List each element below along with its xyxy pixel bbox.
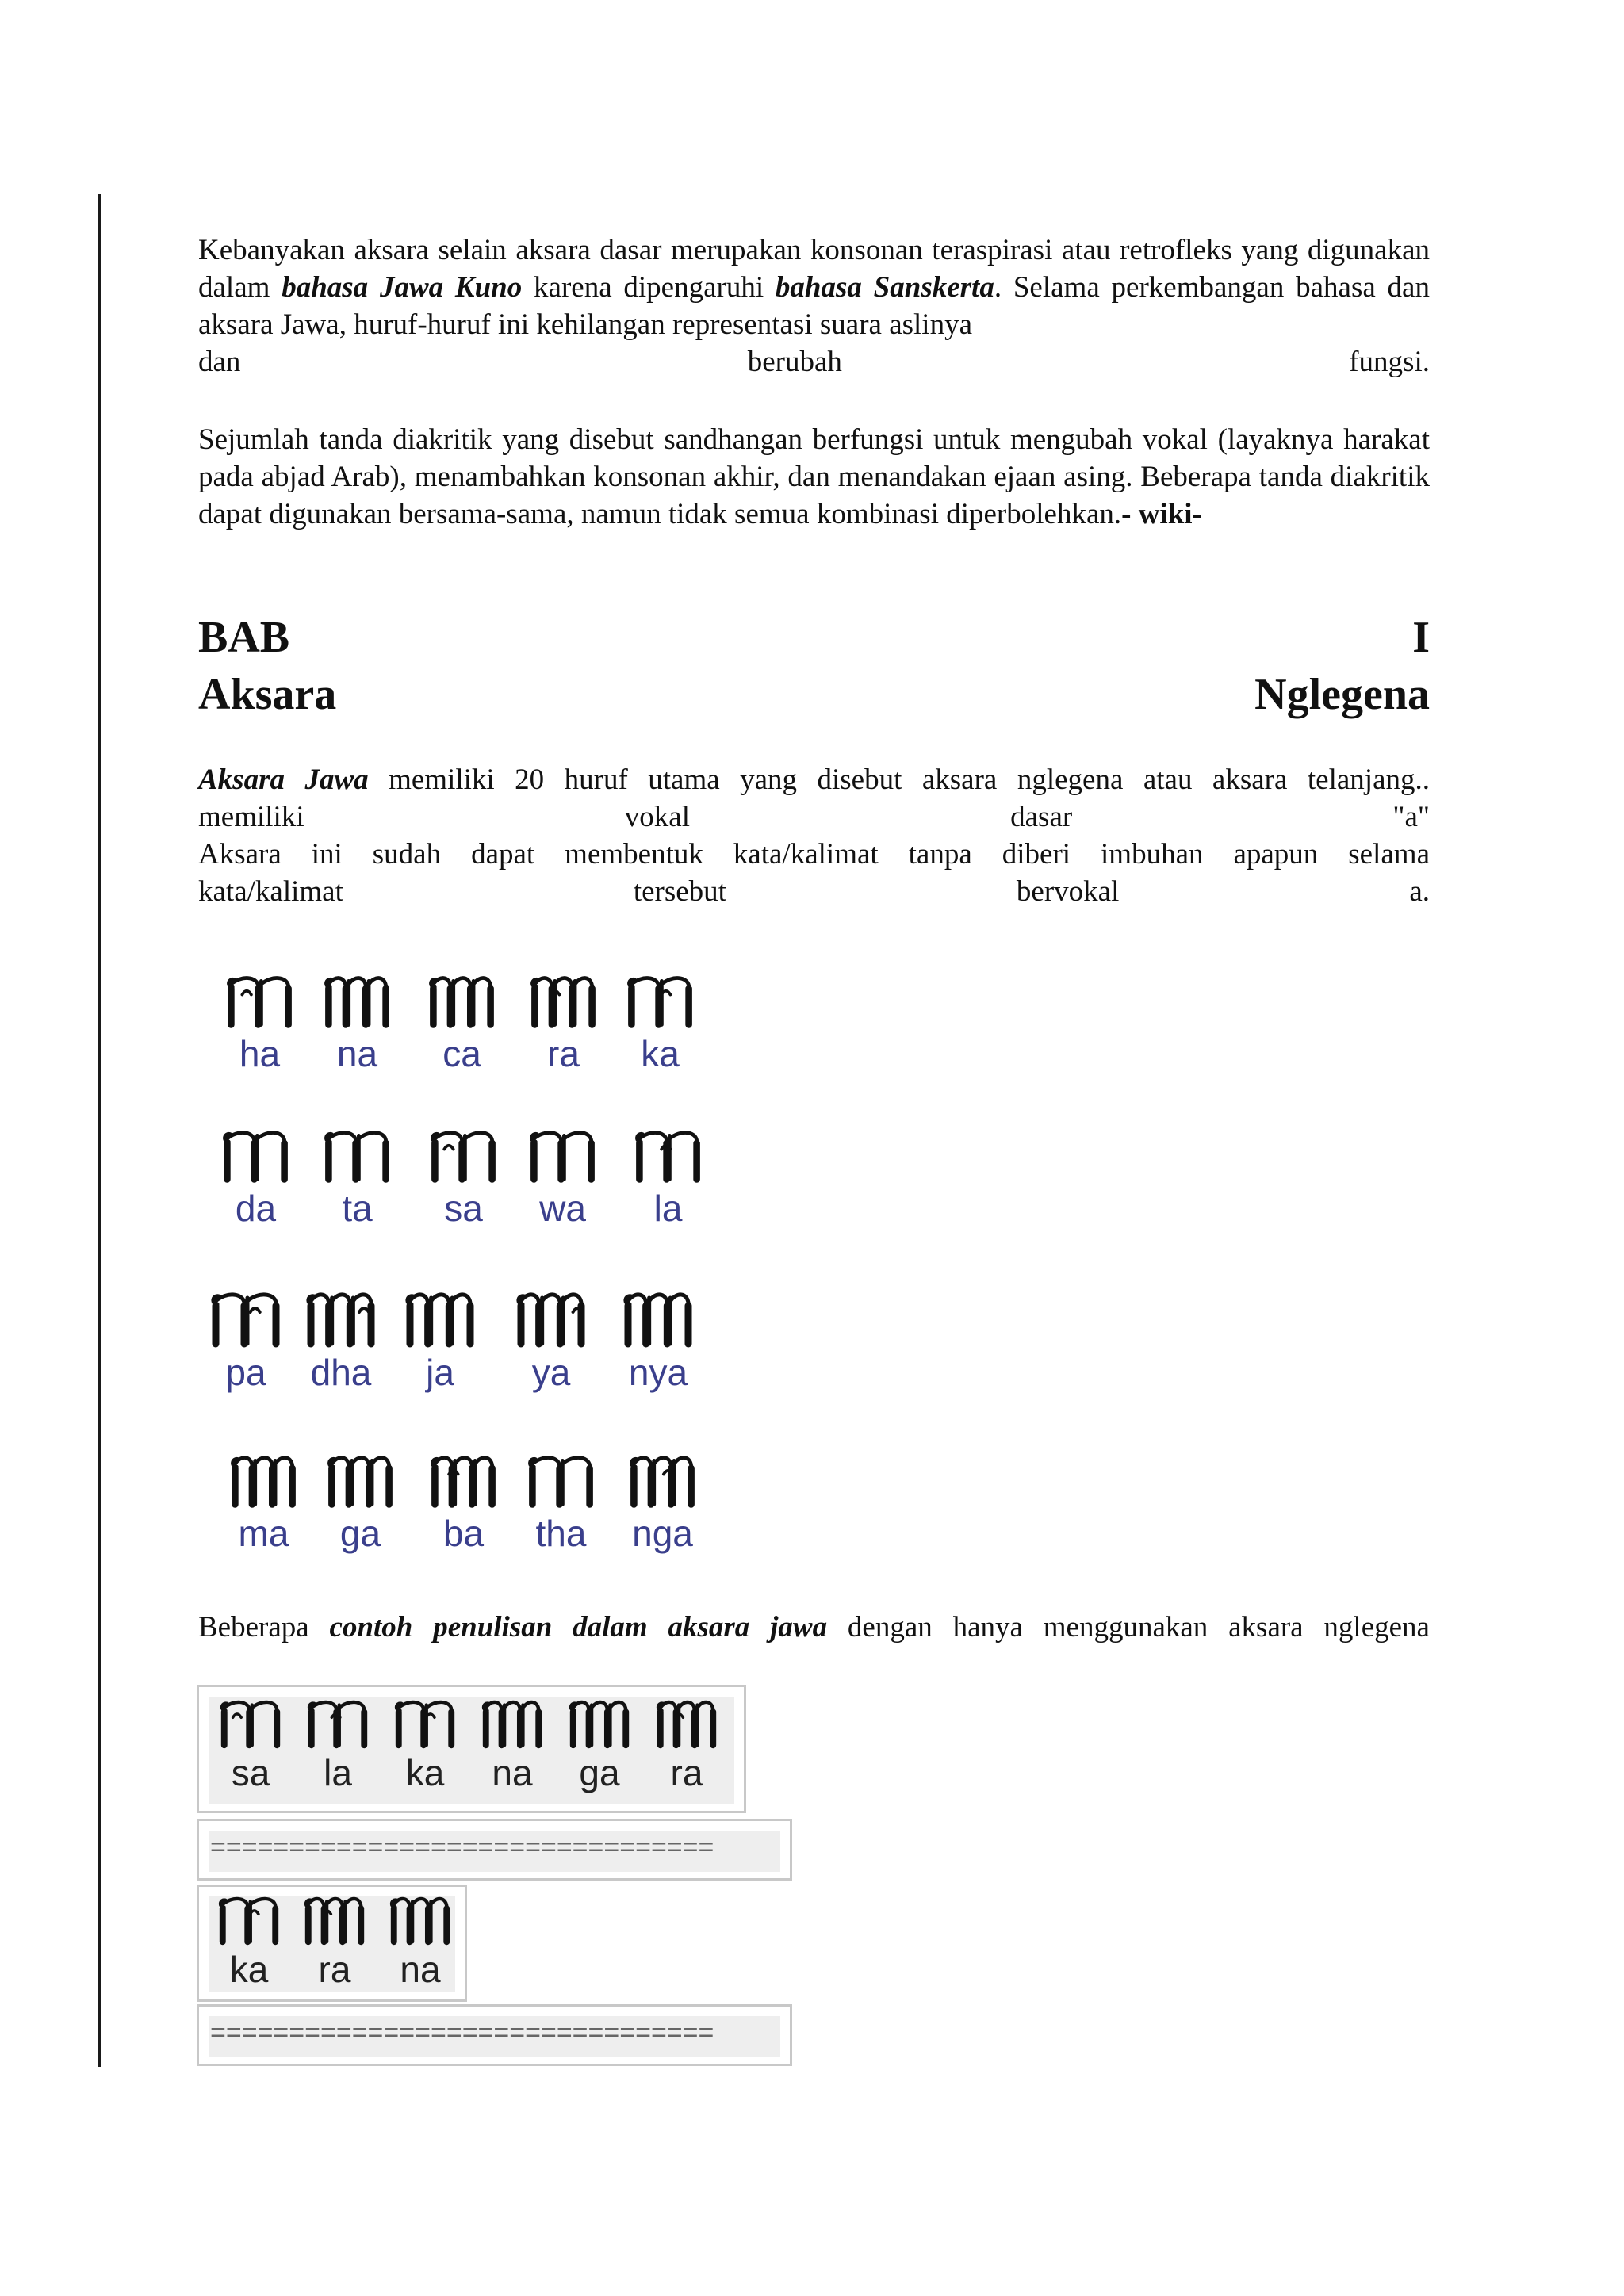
example-syllable-ra xyxy=(648,1697,726,1793)
example-intro-emphasis: contoh penulisan dalam aksara jawa xyxy=(329,1611,828,1644)
aksara-label: nya xyxy=(628,1352,688,1393)
aksara-nya-glyph xyxy=(619,1288,698,1352)
aksara-cell-la xyxy=(626,1126,710,1229)
example-syllable-label: la xyxy=(324,1752,352,1793)
aksara-label: ta xyxy=(342,1188,373,1229)
aksara-label: ba xyxy=(442,1513,485,1554)
margin-rule xyxy=(98,194,101,2067)
example-syllable-label: na xyxy=(400,1949,441,1990)
example-syllable-label: ka xyxy=(405,1752,445,1793)
aksara-sa-glyph xyxy=(426,1126,501,1188)
p3-line4-word-3: bervokal xyxy=(1016,875,1120,908)
example-syllable-ka xyxy=(386,1697,464,1793)
aksara-cell-ya xyxy=(508,1288,595,1393)
p3-line-2 xyxy=(198,798,1430,836)
aksara-ra-glyph xyxy=(300,1893,370,1949)
p1-last-word-3: fungsi. xyxy=(1349,346,1430,378)
p2-text: Sejumlah tanda diakritik yang disebut sandhangan berfungsi untuk mengubah vokal (layaknya harakat pada abjad Arab), menambahkan konsonan akhir, dan menandakan ejaan asing. Beberapa tanda diakritik dapat digunakan bersama-sama, namun tidak semua kombinasi diperbolehkan. xyxy=(198,423,1430,530)
example-syllable-la xyxy=(299,1697,377,1793)
example-intro xyxy=(198,1609,1430,1646)
p3-emphasis: Aksara Jawa xyxy=(198,763,369,796)
aksara-wa-glyph xyxy=(525,1126,600,1188)
chapter-title-left: Aksara xyxy=(198,670,337,719)
aksara-cell-ra xyxy=(522,971,605,1074)
aksara-cell-ba xyxy=(422,1451,505,1554)
aksara-ma-glyph xyxy=(226,1451,301,1513)
chapter-title-right: Nglegena xyxy=(1254,670,1430,719)
aksara-label: ha xyxy=(239,1033,281,1074)
aksara-nga-glyph xyxy=(625,1451,700,1513)
aksara-cell-ma xyxy=(222,1451,305,1554)
aksara-cell-pa xyxy=(202,1288,289,1393)
p3-line4-word-4: a. xyxy=(1409,875,1430,908)
aksara-tha-glyph xyxy=(523,1451,599,1513)
aksara-label: sa xyxy=(444,1188,483,1229)
aksara-ka-glyph xyxy=(622,971,698,1033)
aksara-na-glyph xyxy=(385,1893,455,1949)
chapter-number: I xyxy=(1412,613,1430,662)
example-syllable-label: sa xyxy=(231,1752,270,1793)
p3-line2-word-2: vokal xyxy=(624,801,690,833)
aksara-cell-tha xyxy=(519,1451,603,1554)
aksara-ca-glyph xyxy=(424,971,500,1033)
aksara-ga-glyph xyxy=(323,1451,398,1513)
aksara-label: dha xyxy=(310,1352,372,1393)
separator-2-box xyxy=(197,2004,792,2066)
example-syllable-ra xyxy=(296,1893,373,1990)
p3-line2-word-1: memiliki xyxy=(198,801,304,833)
p1-last-line xyxy=(198,343,1430,381)
example-syllable-label: na xyxy=(492,1752,533,1793)
aksara-label: ja xyxy=(426,1352,454,1393)
aksara-label: na xyxy=(336,1033,378,1074)
aksara-na-glyph xyxy=(477,1697,547,1752)
aksara-cell-na xyxy=(316,971,399,1074)
aksara-ba-glyph xyxy=(426,1451,501,1513)
body-paragraph xyxy=(198,761,1430,910)
aksara-cell-sa xyxy=(422,1126,505,1229)
aksara-label: ya xyxy=(531,1352,571,1393)
aksara-ka-glyph xyxy=(214,1893,284,1949)
aksara-cell-nga xyxy=(621,1451,704,1554)
aksara-pa-glyph xyxy=(206,1288,285,1352)
p3-text: memiliki 20 huruf utama yang disebut aksara nglegena atau aksara telanjang.. xyxy=(368,763,1430,796)
aksara-cell-ka xyxy=(619,971,702,1074)
example-syllable-label: ka xyxy=(229,1949,269,1990)
aksara-label: ra xyxy=(547,1033,580,1074)
p1-last-word-1: dan xyxy=(198,346,241,378)
aksara-label: ga xyxy=(339,1513,381,1554)
p3-line4-word-2: tersebut xyxy=(633,875,726,908)
aksara-la-glyph xyxy=(630,1126,706,1188)
aksara-ra-glyph xyxy=(652,1697,722,1752)
aksara-cell-ja xyxy=(396,1288,484,1393)
aksara-label: pa xyxy=(225,1352,266,1393)
aksara-da-glyph xyxy=(218,1126,293,1188)
aksara-ja-glyph xyxy=(400,1288,480,1352)
chapter-line-1 xyxy=(198,609,1430,666)
aksara-cell-ha xyxy=(218,971,301,1074)
aksara-cell-ta xyxy=(316,1126,399,1229)
p3-line2-word-3: dasar xyxy=(1010,801,1073,833)
p1-emphasis-1: bahasa Jawa Kuno xyxy=(282,271,523,304)
example-syllable-ka xyxy=(210,1893,288,1990)
aksara-cell-dha xyxy=(297,1288,385,1393)
wiki-source: - wiki- xyxy=(1121,498,1202,530)
p1-text-a: Kebanyakan aksara selain aksara dasar merupakan konsonan teraspirasi atau retrofleks yang digunakan dalam xyxy=(198,234,1430,304)
aksara-cell-nya xyxy=(615,1288,702,1393)
example-intro-a: Beberapa xyxy=(198,1611,330,1644)
aksara-label: ma xyxy=(238,1513,289,1554)
chapter-label: BAB xyxy=(198,613,290,662)
p1-text-d: . Selama perkembangan bahasa dan aksara Jawa, huruf-huruf ini kehilangan representasi suara aslinya xyxy=(198,271,1430,341)
aksara-label: ca xyxy=(442,1033,481,1074)
aksara-ha-glyph xyxy=(222,971,297,1033)
intro-paragraph-2 xyxy=(198,421,1430,533)
example-word-2-box xyxy=(197,1885,467,2002)
p1-text-c: karena dipengaruhi xyxy=(522,271,776,304)
example-syllable-na xyxy=(473,1697,551,1793)
aksara-ya-glyph xyxy=(511,1288,591,1352)
p3-line-4 xyxy=(198,873,1430,910)
separator-1: ================================ xyxy=(210,1832,714,1862)
aksara-label: tha xyxy=(535,1513,587,1554)
example-syllable-label: ra xyxy=(318,1949,351,1990)
example-syllable-label: ga xyxy=(579,1752,620,1793)
aksara-label: wa xyxy=(539,1188,586,1229)
aksara-label: nga xyxy=(632,1513,693,1554)
chapter-heading xyxy=(198,609,1430,723)
chapter-line-2 xyxy=(198,666,1430,723)
example-syllable-sa xyxy=(212,1697,289,1793)
p3-line4-word-1: kata/kalimat xyxy=(198,875,343,908)
aksara-cell-ca xyxy=(420,971,504,1074)
separator-1-box xyxy=(197,1819,792,1881)
p3-line3-text: Aksara ini sudah dapat membentuk kata/kalimat tanpa diberi imbuhan apapun selama xyxy=(198,838,1430,871)
example-syllable-na xyxy=(381,1893,459,1990)
aksara-label: la xyxy=(653,1188,683,1229)
p3-line2-word-4: "a" xyxy=(1392,801,1430,833)
p1-emphasis-2: bahasa Sanskerta xyxy=(775,271,994,304)
aksara-ga-glyph xyxy=(565,1697,634,1752)
intro-paragraph-1 xyxy=(198,232,1430,381)
example-syllable-label: ra xyxy=(670,1752,703,1793)
aksara-dha-glyph xyxy=(301,1288,381,1352)
aksara-sa-glyph xyxy=(216,1697,285,1752)
aksara-na-glyph xyxy=(320,971,395,1033)
p3-line-3 xyxy=(198,836,1430,873)
aksara-ra-glyph xyxy=(526,971,601,1033)
aksara-ta-glyph xyxy=(320,1126,395,1188)
aksara-cell-ga xyxy=(319,1451,402,1554)
example-word-1-box xyxy=(197,1685,746,1813)
aksara-cell-da xyxy=(214,1126,297,1229)
aksara-label: da xyxy=(235,1188,277,1229)
aksara-label: ka xyxy=(641,1033,680,1074)
p1-last-word-2: berubah xyxy=(747,346,842,378)
example-intro-c: dengan hanya menggunakan aksara nglegena xyxy=(827,1611,1430,1644)
aksara-ka-glyph xyxy=(390,1697,460,1752)
aksara-cell-wa xyxy=(521,1126,604,1229)
example-syllable-ga xyxy=(561,1697,638,1793)
separator-2: ================================ xyxy=(210,2018,714,2048)
aksara-la-glyph xyxy=(303,1697,373,1752)
